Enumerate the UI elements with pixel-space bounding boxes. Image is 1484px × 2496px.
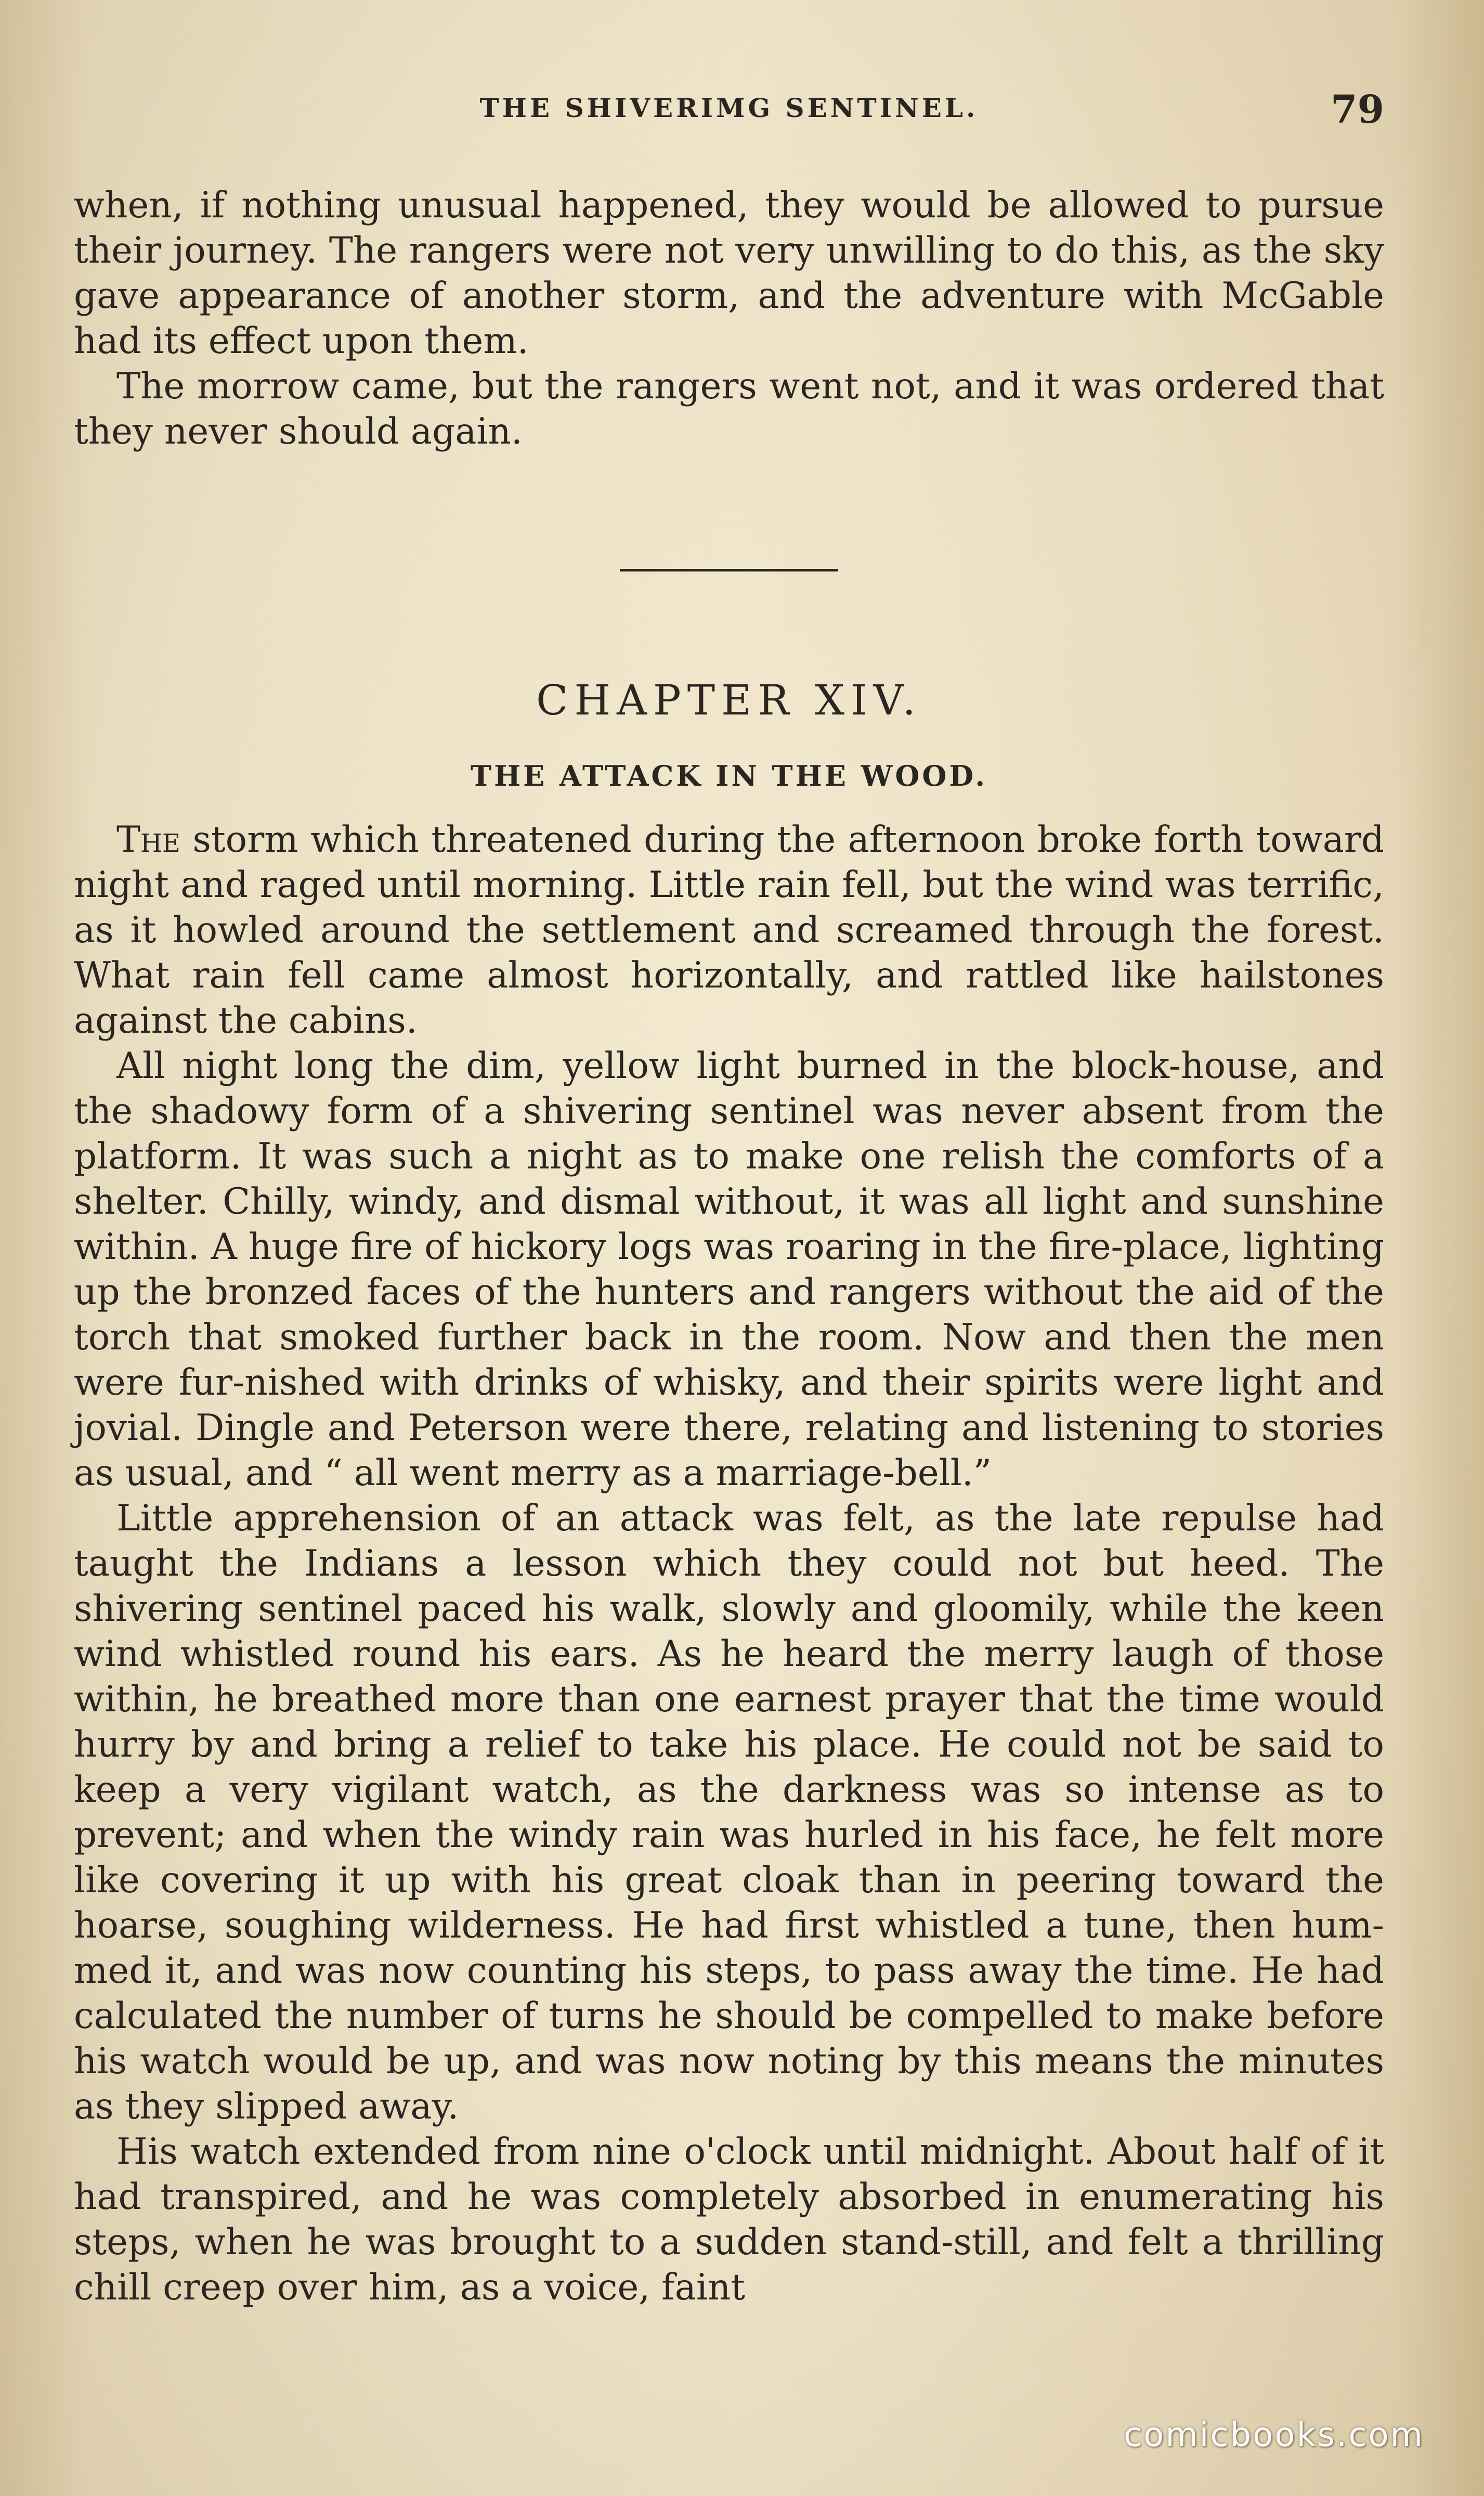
drop-lead-word: The (116, 819, 180, 861)
running-header (74, 87, 1384, 132)
site-watermark: comicbooks.com (1123, 2416, 1424, 2454)
page-number: 79 (1331, 87, 1384, 132)
chapter-subtitle: THE ATTACK IN THE WOOD. (470, 759, 988, 792)
chapter-title: CHAPTER XIV. (536, 676, 922, 724)
body-paragraph: Little apprehension of an attack was felt, as the late repulse had taught the Indians a lesson which they could not but heed. The shivering sentinel paced his walk, slowly and gloomily, while the keen wind whistled round his ears. As he heard the merry laugh of those within, he breathed more than one earnest prayer that the time would hurry by and bring a relief to take his place. He could not be said to keep a very vigilant watch, as the darkness was so intense as to prevent; and when the windy rain was hurled in his face, he felt more like covering it up with his great cloak than in peering toward the hoarse, soughing wilderness. He had first whistled a tune, then hum-med it, and was now counting his steps, to pass away the time. He had calculated the number of turns he should be compelled to make before his watch would be up, and was now noting by this means the minutes as they slipped away. (74, 1498, 1384, 2127)
continued-paragraph: when, if nothing unusual happened, they would be allowed to pursue their journey. The rangers were not very unwilling to do this, as the sky gave appearance of another storm, and the adventure with McGable had its effect upon them. (74, 185, 1384, 362)
section-divider-rule (620, 569, 838, 571)
closing-paragraph: The morrow came, but the rangers went not, and it was ordered that they never should again. (74, 366, 1384, 452)
running-title: THE SHIVERIMG SENTINEL. (479, 93, 979, 123)
chapter-body (74, 817, 1384, 2310)
body-paragraph: All night long the dim, yellow light burned in the block-house, and the shadowy form of a shivering sentinel was never absent from the platform. It was such a night as to make one relish the comforts of a shelter. Chilly, windy, and dismal without, it was all light and sunshine within. A huge fire of hickory logs was roaring in the fire-place, lighting up the bronzed faces of the hunters and rangers without the aid of the torch that smoked further back in the room. Now and then the men were fur-nished with drinks of whisky, and their spirits were light and jovial. Dingle and Peterson were there, relating and listening to stories as usual, and “ all went merry as a marriage-bell.” (74, 1045, 1384, 1494)
opening-paragraphs (74, 183, 1384, 454)
body-paragraph (74, 817, 1384, 1044)
body-paragraph: His watch extended from nine o'clock until midnight. About half of it had transpired, and he was completely absorbed in enumerating his steps, when he was brought to a sudden stand-still, and felt a thrilling chill creep over him, as a voice, faint (74, 2131, 1384, 2308)
body-paragraph-text: storm which threatened during the afternoon broke forth toward night and raged until morning. Little rain fell, but the wind was terrific, as it howled around the settlement and screamed through the forest. What rain fell came almost horizontally, and rattled like hailstones against the cabins. (74, 819, 1384, 1042)
